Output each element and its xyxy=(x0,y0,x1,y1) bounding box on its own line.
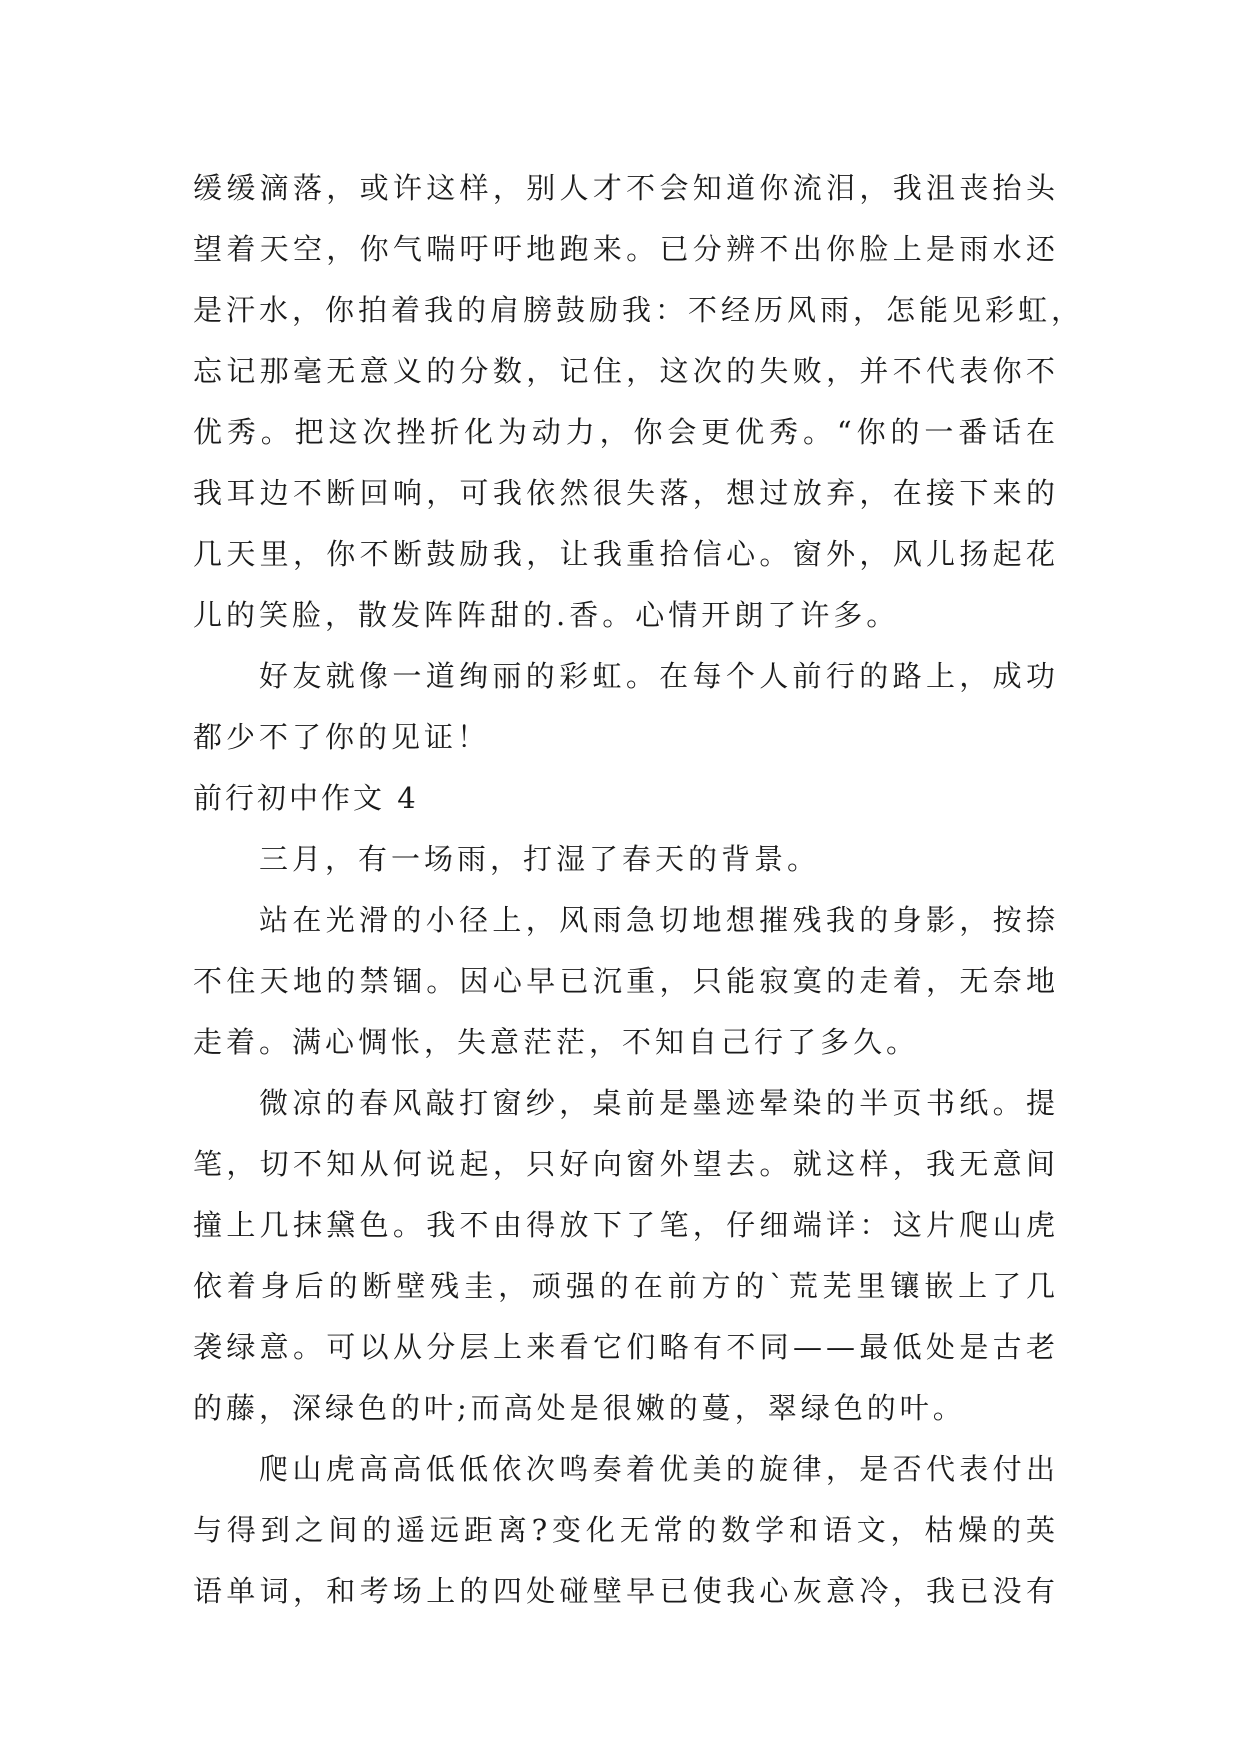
text-line: 几天里，你不断鼓励我，让我重拾信心。窗外，风儿扬起花 xyxy=(193,537,1059,571)
essay-body xyxy=(193,158,1085,1622)
text-line: 笔，切不知从何说起，只好向窗外望去。就这样，我无意间 xyxy=(193,1147,1059,1181)
text-line: 的藤，深绿色的叶;而高处是很嫩的蔓，翠绿色的叶。 xyxy=(193,1391,966,1425)
text-line: 爬山虎高高低低依次鸣奏着优美的旋律，是否代表付出 xyxy=(259,1452,1059,1486)
text-line: 望着天空，你气喘吁吁地跑来。已分辨不出你脸上是雨水还 xyxy=(193,232,1059,266)
text-line: 儿的笑脸，散发阵阵甜的.香。心情开朗了许多。 xyxy=(193,598,900,632)
text-line: 站在光滑的小径上，风雨急切地想摧残我的身影，按捺 xyxy=(259,903,1059,937)
text-line: 优秀。把这次挫折化为动力，你会更优秀。“你的一番话在 xyxy=(193,415,1059,449)
text-line: 撞上几抹黛色。我不由得放下了笔，仔细端详：这片爬山虎 xyxy=(193,1208,1059,1242)
text-line: 忘记那毫无意义的分数，记住，这次的失败，并不代表你不 xyxy=(193,354,1059,388)
text-line: 三月，有一场雨，打湿了春天的背景。 xyxy=(259,842,821,876)
text-line: 好友就像一道绚丽的彩虹。在每个人前行的路上，成功 xyxy=(259,659,1059,693)
text-line: 与得到之间的遥远距离?变化无常的数学和语文，枯燥的英 xyxy=(193,1513,1059,1547)
text-line: 都少不了你的见证！ xyxy=(193,720,491,754)
text-line: 微凉的春风敲打窗纱，桌前是墨迹晕染的半页书纸。提 xyxy=(259,1086,1059,1120)
text-line: 袭绿意。可以从分层上来看它们略有不同——最低处是古老 xyxy=(193,1330,1059,1364)
text-line: 语单词，和考场上的四处碰壁早已使我心灰意冷，我已没有 xyxy=(193,1574,1059,1608)
section-heading: 前行初中作文 4 xyxy=(193,781,419,815)
text-line: 是汗水，你拍着我的肩膀鼓励我：不经历风雨，怎能见彩虹， xyxy=(193,293,1085,327)
text-line: 不住天地的禁锢。因心早已沉重，只能寂寞的走着，无奈地 xyxy=(193,964,1059,998)
text-line: 缓缓滴落，或许这样，别人才不会知道你流泪，我沮丧抬头 xyxy=(193,171,1059,205)
text-line: 依着身后的断壁残圭，顽强的在前方的`荒芜里镶嵌上了几 xyxy=(193,1269,1059,1303)
text-line: 我耳边不断回响，可我依然很失落，想过放弃，在接下来的 xyxy=(193,476,1059,510)
text-line: 走着。满心惆怅，失意茫茫，不知自己行了多久。 xyxy=(193,1025,920,1059)
